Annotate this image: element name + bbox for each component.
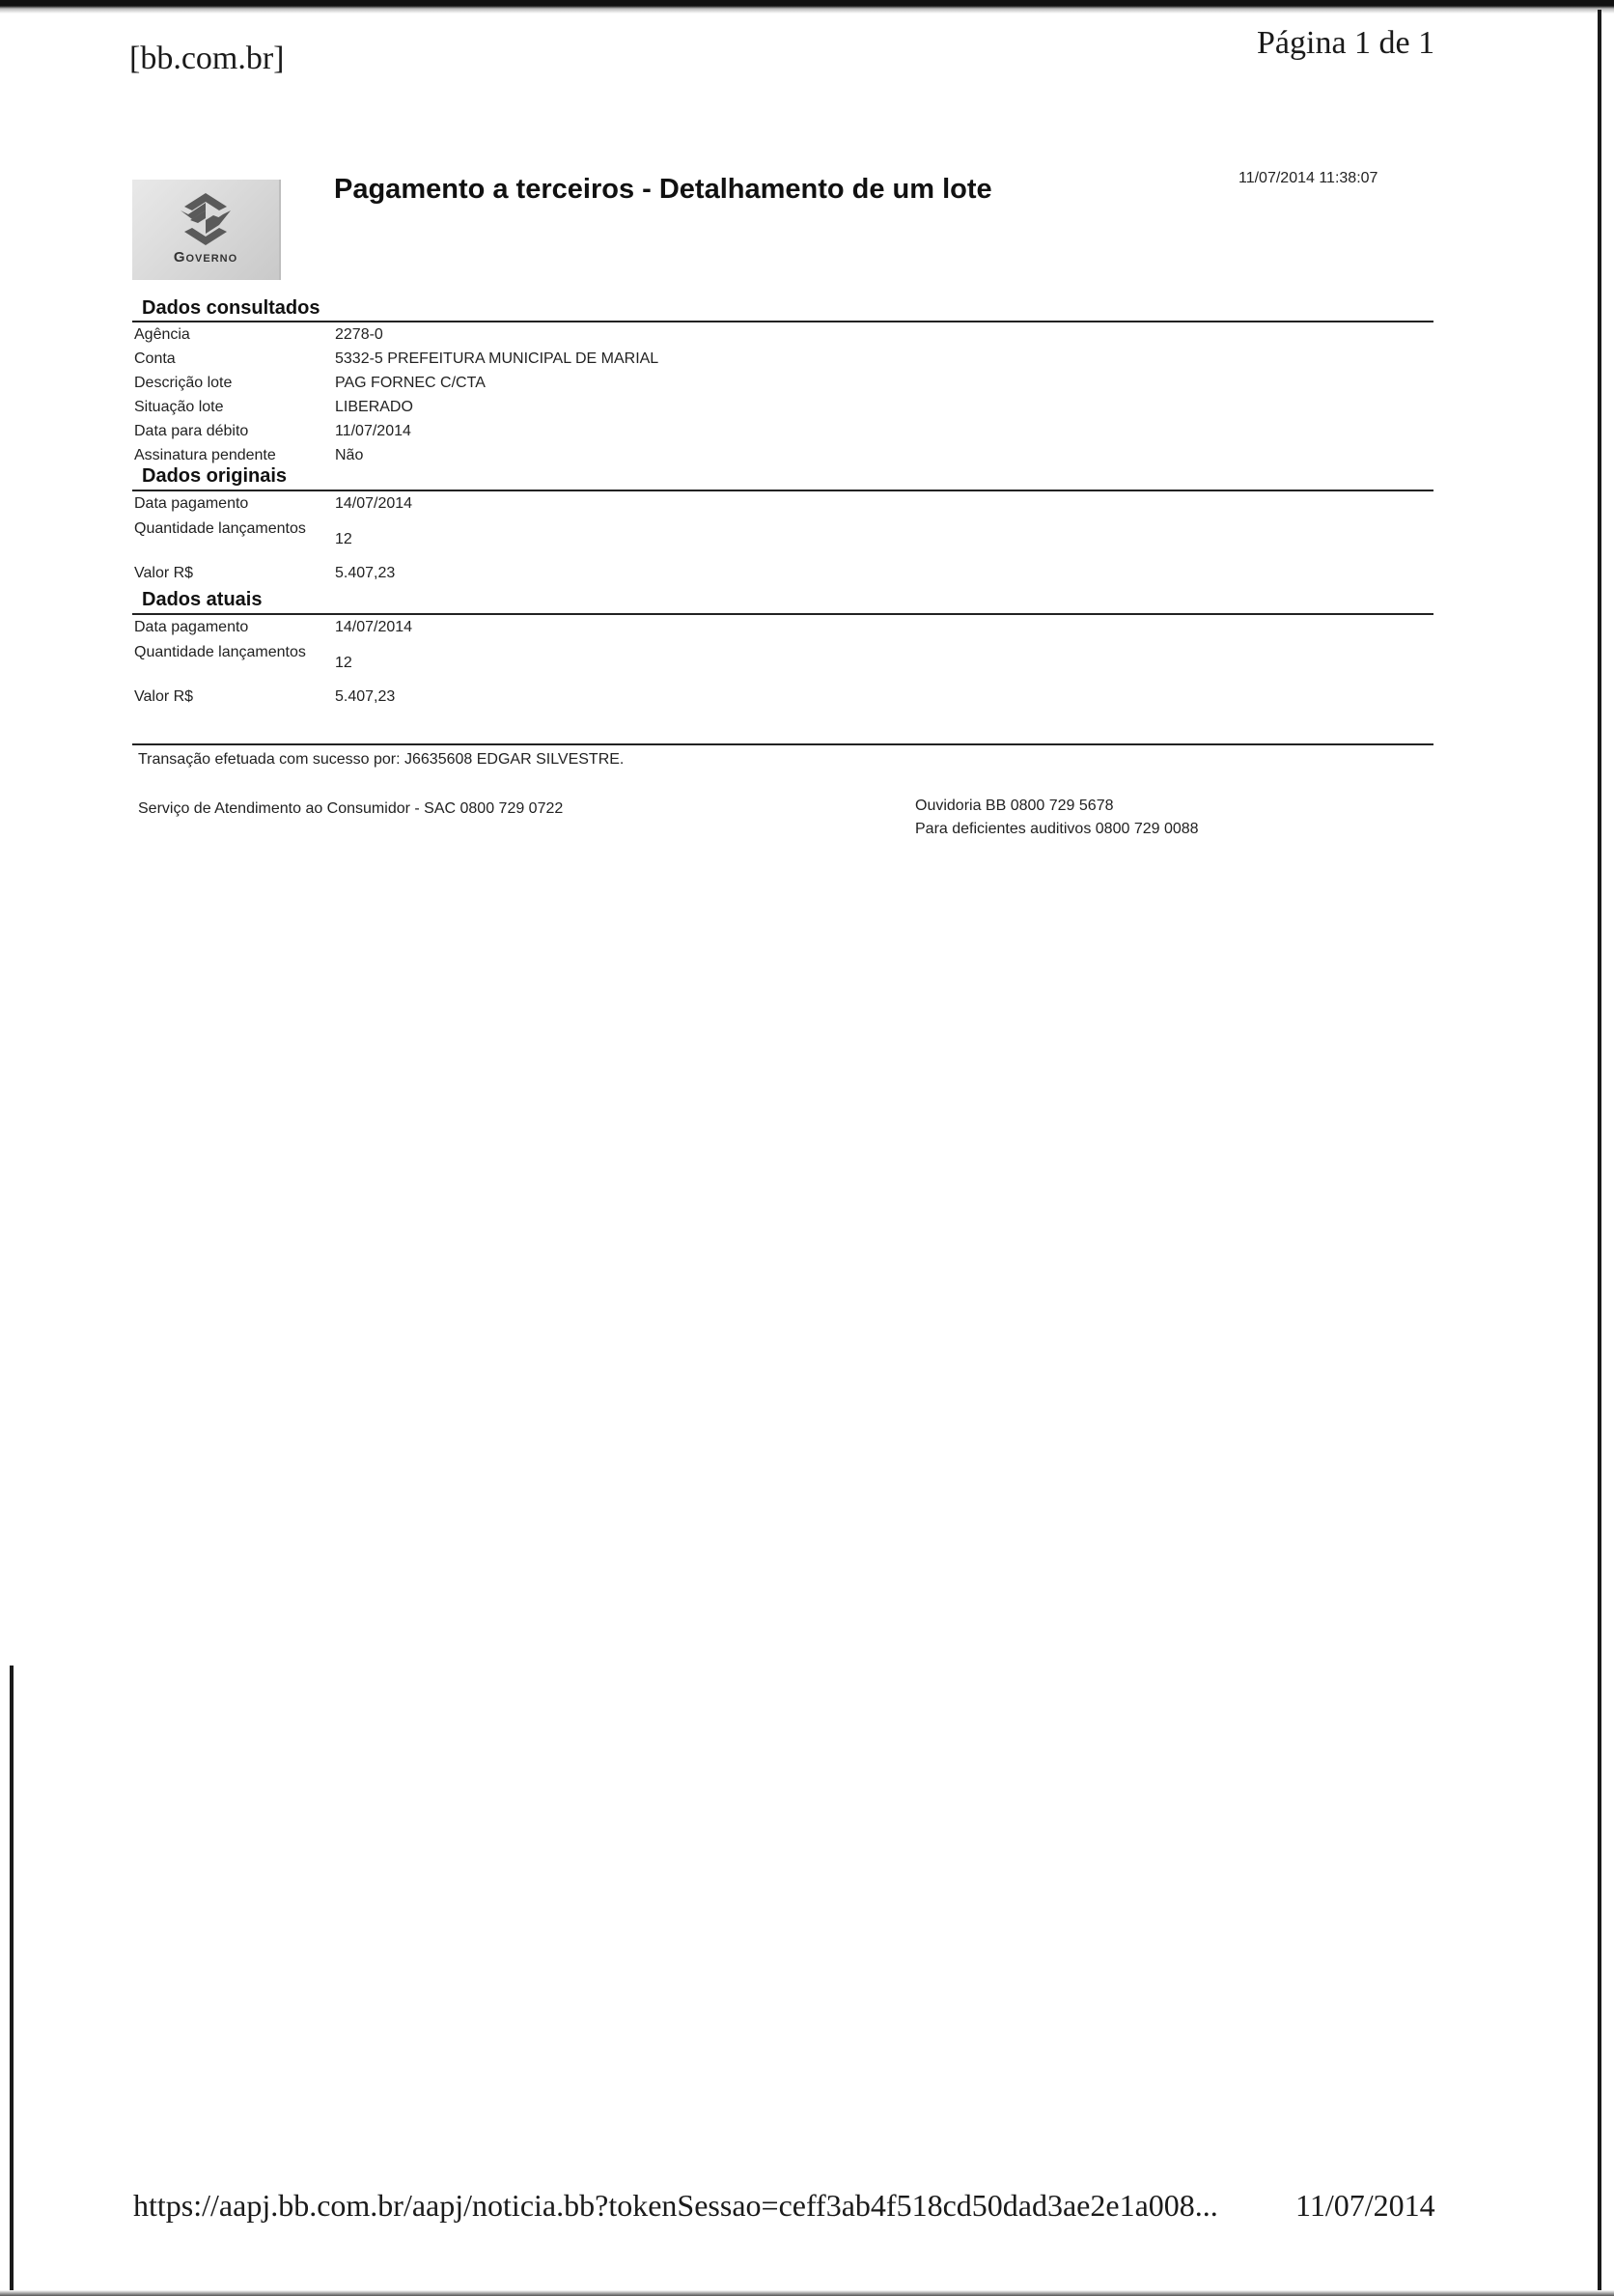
field-value: 12 [335, 655, 352, 671]
page-title: Pagamento a terceiros - Detalhamento de um lote [334, 174, 992, 205]
field-label: Assinatura pendente [134, 447, 276, 463]
print-date: 11/07/2014 [1295, 2188, 1435, 2223]
print-url: https://aapj.bb.com.br/aapj/noticia.bb?tokenSessao=ceff3ab4f518cd50dad3ae2e1a008... [133, 2188, 1218, 2223]
field-value: Não [335, 447, 364, 463]
footer-rule [132, 743, 1433, 745]
sac-contact: Serviço de Atendimento ao Consumidor - SAC 0800 729 0722 [138, 800, 564, 817]
field-label: Agência [134, 326, 190, 343]
section-title: Dados atuais [142, 589, 263, 610]
field-value: 12 [335, 531, 352, 547]
field-label: Valor R$ [134, 565, 194, 581]
field-value: 11/07/2014 [335, 423, 411, 439]
scan-edge-bottom [0, 2290, 1614, 2296]
scan-edge-top [0, 0, 1614, 14]
page-counter: Página 1 de 1 [1257, 25, 1435, 61]
field-label: Data para débito [134, 423, 249, 439]
transaction-status: Transação efetuada com sucesso por: J6635608 EDGAR SILVESTRE. [138, 751, 625, 768]
field-label: Data pagamento [134, 619, 249, 635]
section-rule [132, 490, 1433, 491]
field-value: 2278-0 [335, 326, 383, 343]
ouvidoria-contact: Ouvidoria BB 0800 729 5678 [915, 798, 1114, 814]
field-value: 14/07/2014 [335, 619, 413, 635]
site-header: [bb.com.br] [129, 41, 285, 76]
section-rule [132, 321, 1433, 322]
field-value: 5.407,23 [335, 688, 396, 705]
scan-edge-right [1598, 10, 1601, 2296]
field-label: Quantidade lançamentos [134, 520, 306, 537]
field-value: 5.407,23 [335, 565, 396, 581]
scan-edge-left [10, 1666, 14, 2296]
field-label: Quantidade lançamentos [134, 644, 306, 660]
field-value: 14/07/2014 [335, 495, 413, 512]
field-label: Valor R$ [134, 688, 194, 705]
section-title: Dados consultados [142, 297, 320, 319]
logo-text: Governo [173, 249, 238, 266]
field-label: Descrição lote [134, 375, 233, 391]
field-label: Conta [134, 350, 176, 367]
field-value: 5332-5 PREFEITURA MUNICIPAL DE MARIAL [335, 350, 659, 367]
field-label: Situação lote [134, 399, 224, 415]
field-value: LIBERADO [335, 399, 413, 415]
bb-governo-logo [132, 180, 281, 280]
field-label: Data pagamento [134, 495, 249, 512]
deficientes-contact: Para deficientes auditivos 0800 729 0088 [915, 821, 1199, 837]
section-rule [132, 613, 1433, 615]
section-title: Dados originais [142, 465, 288, 487]
timestamp: 11/07/2014 11:38:07 [1238, 170, 1378, 186]
field-value: PAG FORNEC C/CTA [335, 375, 486, 391]
bb-logo-icon [167, 191, 244, 247]
